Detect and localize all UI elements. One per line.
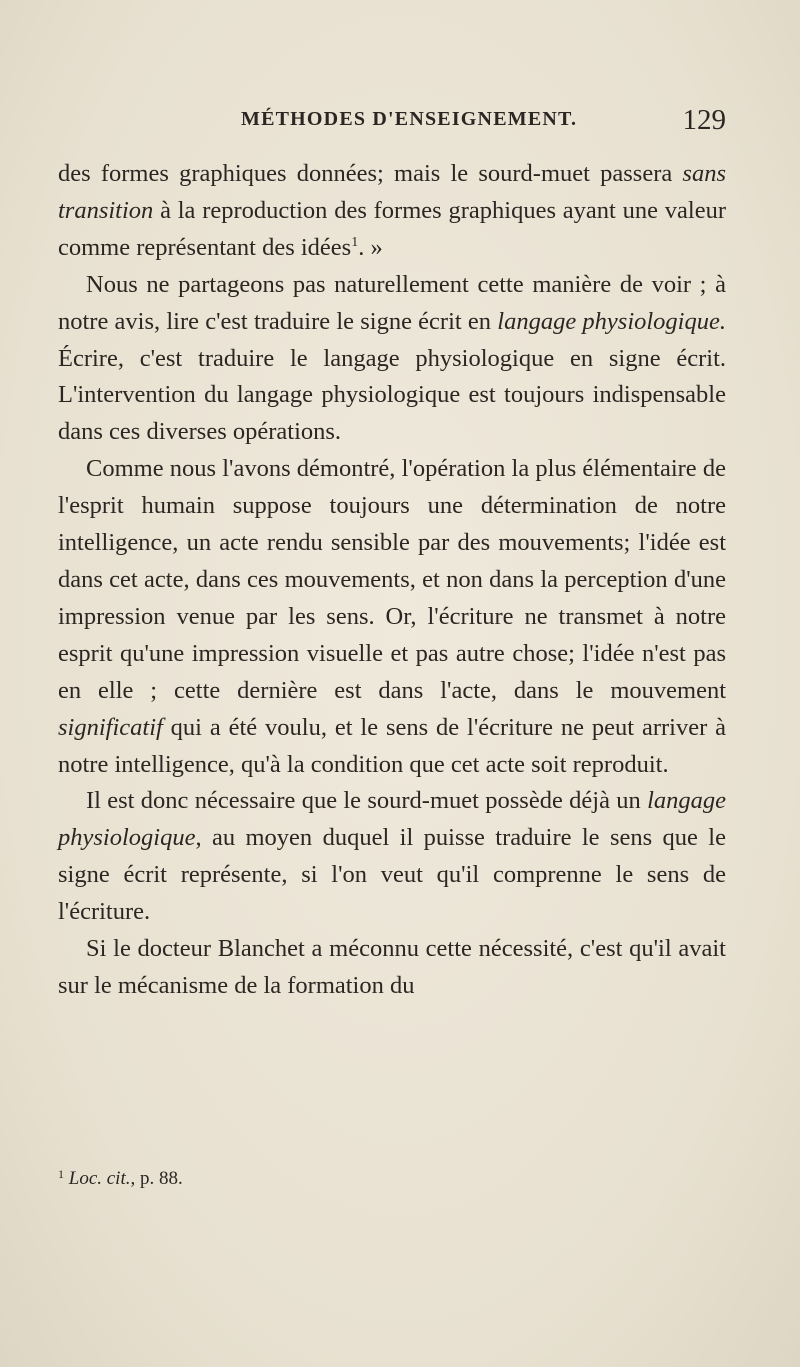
- italic-phrase: langage physiologique: [58, 787, 726, 852]
- running-title: MÉTHODES D'ENSEIGNEMENT.: [241, 108, 578, 130]
- text-run: Comme nous l'avons démontré, l'opération la plus élémentaire de l'esprit humain suppose toujours une détermination de notre intelligence, un acte rendu sensible par des mouvements; l'idée est dans cet acte, dans ces mouvements, et non dans la perception d'une impression venue par les sens. Or, l'écriture ne transmet à notre esprit qu'une impression visuelle et pas autre chose; l'idée n'est pas en elle ; cette dernière est dans l'acte, dans le mouvement: [58, 455, 726, 704]
- paragraph: [58, 156, 726, 267]
- footnote-citation: Loc. cit.: [68, 1168, 131, 1189]
- paragraph: [58, 267, 726, 452]
- italic-phrase: significatif: [58, 713, 163, 741]
- page-number: 129: [682, 104, 726, 136]
- text-run: Il est donc nécessaire que le sourd-muet possède déjà un: [86, 787, 648, 815]
- italic-phrase: langage physiologique.: [497, 307, 726, 335]
- body-text: [58, 156, 726, 1005]
- footnote-reference: 1: [351, 234, 359, 250]
- text-run: Écrire, c'est traduire le langage physiologique en signe écrit. L'intervention du langage physiologique est toujours indispensable dans ces diverses opérations.: [58, 344, 726, 446]
- text-run: des formes graphiques données; mais le sourd-muet passera: [58, 160, 683, 187]
- paragraph: [58, 931, 726, 1005]
- footnote: [58, 1167, 183, 1191]
- paragraph: [58, 783, 726, 931]
- text-run: qui a été voulu, et le sens de l'écriture ne peut arriver à notre intelligence, qu'à la condition que cet acte soit reproduit.: [58, 713, 726, 778]
- paragraph: [58, 451, 726, 783]
- text-run: , au moyen duquel il puisse traduire le sens que le signe écrit représente, si l'on veut qu'il comprenne le sens de l'écriture.: [58, 824, 726, 926]
- text-run: à la reproduction des formes graphiques ayant une valeur comme représentant des idées: [58, 196, 726, 261]
- footnote-marker: 1: [58, 1167, 64, 1181]
- italic-phrase: sans transition: [58, 160, 726, 224]
- text-run: . »: [358, 233, 383, 261]
- text-run: Si le docteur Blanchet a méconnu cette nécessité, c'est qu'il avait sur le mécanisme de la formation du: [58, 935, 726, 999]
- page-header: [58, 104, 726, 142]
- text-run: Nous ne partageons pas naturellement cette manière de voir ; à notre avis, lire c'est traduire le signe écrit en: [58, 270, 726, 335]
- footnote-page-ref: , p. 88.: [130, 1168, 183, 1189]
